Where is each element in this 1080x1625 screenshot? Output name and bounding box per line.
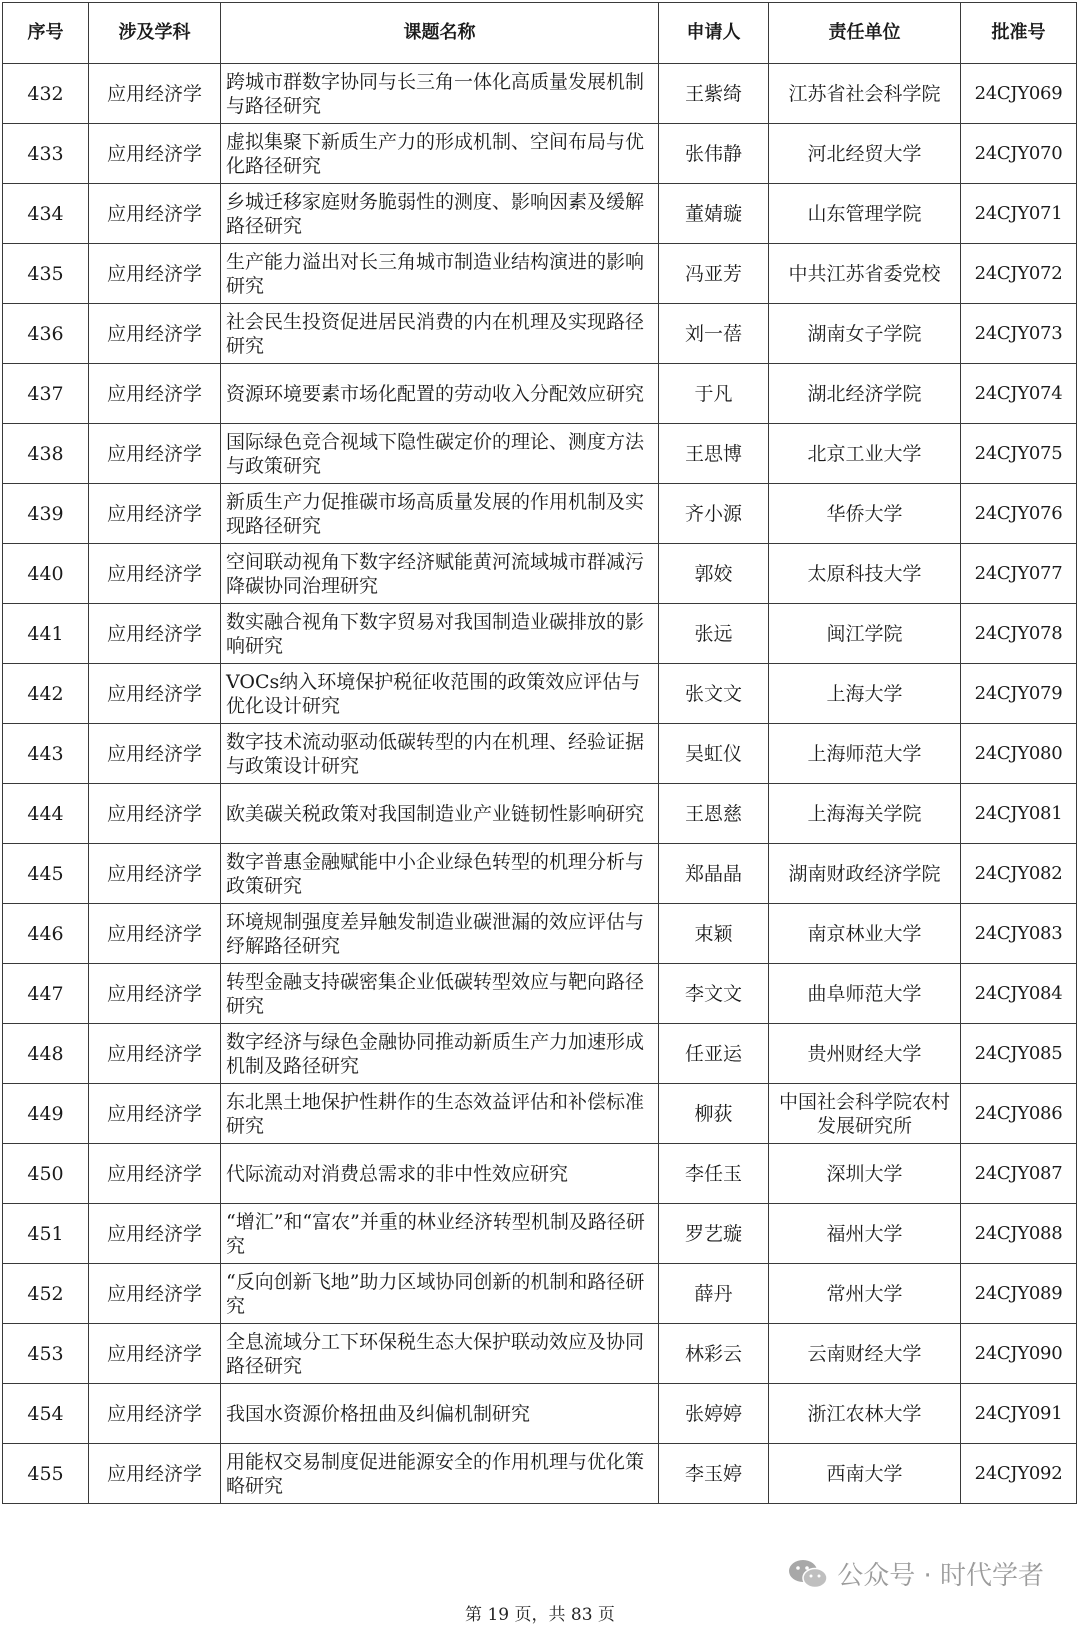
cell-no: 432 (3, 64, 89, 124)
cell-title: 转型金融支持碳密集企业低碳转型效应与靶向路径研究 (221, 964, 659, 1024)
header-subject: 涉及学科 (89, 3, 221, 64)
cell-applicant: 任亚运 (659, 1024, 769, 1084)
cell-applicant: 张婷婷 (659, 1384, 769, 1444)
cell-no: 434 (3, 184, 89, 244)
cell-approval-no: 24CJY081 (961, 784, 1077, 844)
table-row (3, 304, 1077, 364)
cell-title: 空间联动视角下数字经济赋能黄河流域城市群减污降碳协同治理研究 (221, 544, 659, 604)
cell-approval-no: 24CJY085 (961, 1024, 1077, 1084)
cell-applicant: 薛丹 (659, 1264, 769, 1324)
cell-approval-no: 24CJY084 (961, 964, 1077, 1024)
header-applicant: 申请人 (659, 3, 769, 64)
cell-unit: 上海大学 (769, 664, 961, 724)
cell-approval-no: 24CJY075 (961, 424, 1077, 484)
cell-unit: 西南大学 (769, 1444, 961, 1504)
cell-subject: 应用经济学 (89, 964, 221, 1024)
cell-unit: 云南财经大学 (769, 1324, 961, 1384)
cell-unit: 山东管理学院 (769, 184, 961, 244)
cell-applicant: 郭姣 (659, 544, 769, 604)
cell-title: 国际绿色竞合视域下隐性碳定价的理论、测度方法与政策研究 (221, 424, 659, 484)
cell-applicant: 罗艺璇 (659, 1204, 769, 1264)
cell-subject: 应用经济学 (89, 1084, 221, 1144)
cell-subject: 应用经济学 (89, 64, 221, 124)
cell-subject: 应用经济学 (89, 364, 221, 424)
cell-applicant: 李文文 (659, 964, 769, 1024)
cell-applicant: 李玉婷 (659, 1444, 769, 1504)
cell-applicant: 冯亚芳 (659, 244, 769, 304)
table-row (3, 604, 1077, 664)
cell-subject: 应用经济学 (89, 664, 221, 724)
cell-approval-no: 24CJY091 (961, 1384, 1077, 1444)
cell-applicant: 董婧璇 (659, 184, 769, 244)
cell-no: 435 (3, 244, 89, 304)
cell-unit: 湖南财政经济学院 (769, 844, 961, 904)
cell-title: 新质生产力促推碳市场高质量发展的作用机制及实现路径研究 (221, 484, 659, 544)
cell-unit: 河北经贸大学 (769, 124, 961, 184)
watermark-text: 公众号 · 时代学者 (837, 1561, 1044, 1591)
cell-no: 442 (3, 664, 89, 724)
table-row (3, 64, 1077, 124)
cell-unit: 浙江农林大学 (769, 1384, 961, 1444)
table-row (3, 664, 1077, 724)
cell-no: 447 (3, 964, 89, 1024)
cell-approval-no: 24CJY069 (961, 64, 1077, 124)
cell-title: VOCs纳入环境保护税征收范围的政策效应评估与优化设计研究 (221, 664, 659, 724)
cell-subject: 应用经济学 (89, 124, 221, 184)
cell-approval-no: 24CJY076 (961, 484, 1077, 544)
cell-no: 450 (3, 1144, 89, 1204)
table-row (3, 844, 1077, 904)
cell-title: 环境规制强度差异触发制造业碳泄漏的效应评估与纾解路径研究 (221, 904, 659, 964)
cell-title: 数字普惠金融赋能中小企业绿色转型的机理分析与政策研究 (221, 844, 659, 904)
cell-applicant: 张远 (659, 604, 769, 664)
cell-title: 社会民生投资促进居民消费的内在机理及实现路径研究 (221, 304, 659, 364)
cell-applicant: 王恩慈 (659, 784, 769, 844)
cell-subject: 应用经济学 (89, 1384, 221, 1444)
cell-no: 444 (3, 784, 89, 844)
cell-subject: 应用经济学 (89, 1264, 221, 1324)
cell-title: 生产能力溢出对长三角城市制造业结构演进的影响研究 (221, 244, 659, 304)
cell-unit: 太原科技大学 (769, 544, 961, 604)
cell-no: 455 (3, 1444, 89, 1504)
cell-subject: 应用经济学 (89, 604, 221, 664)
cell-applicant: 柳荻 (659, 1084, 769, 1144)
watermark (787, 1555, 1044, 1592)
table-body (3, 64, 1077, 1504)
table-row (3, 1444, 1077, 1504)
cell-subject: 应用经济学 (89, 244, 221, 304)
cell-applicant: 林彩云 (659, 1324, 769, 1384)
cell-approval-no: 24CJY079 (961, 664, 1077, 724)
cell-title: 代际流动对消费总需求的非中性效应研究 (221, 1144, 659, 1204)
table-row (3, 424, 1077, 484)
cell-unit: 南京林业大学 (769, 904, 961, 964)
cell-applicant: 王思博 (659, 424, 769, 484)
cell-subject: 应用经济学 (89, 1444, 221, 1504)
header-no: 序号 (3, 3, 89, 64)
cell-no: 452 (3, 1264, 89, 1324)
cell-no: 448 (3, 1024, 89, 1084)
cell-title: 欧美碳关税政策对我国制造业产业链韧性影响研究 (221, 784, 659, 844)
cell-title: 数字经济与绿色金融协同推动新质生产力加速形成机制及路径研究 (221, 1024, 659, 1084)
project-table (2, 2, 1077, 1504)
cell-no: 445 (3, 844, 89, 904)
cell-subject: 应用经济学 (89, 1144, 221, 1204)
cell-applicant: 李任玉 (659, 1144, 769, 1204)
cell-approval-no: 24CJY077 (961, 544, 1077, 604)
cell-subject: 应用经济学 (89, 304, 221, 364)
wechat-icon (787, 1557, 829, 1591)
cell-subject: 应用经济学 (89, 424, 221, 484)
cell-title: 数实融合视角下数字贸易对我国制造业碳排放的影响研究 (221, 604, 659, 664)
cell-applicant: 郑晶晶 (659, 844, 769, 904)
cell-unit: 闽江学院 (769, 604, 961, 664)
table-row (3, 484, 1077, 544)
cell-no: 449 (3, 1084, 89, 1144)
cell-unit: 上海海关学院 (769, 784, 961, 844)
cell-subject: 应用经济学 (89, 544, 221, 604)
cell-approval-no: 24CJY074 (961, 364, 1077, 424)
table-row (3, 544, 1077, 604)
header-approval-no: 批准号 (961, 3, 1077, 64)
cell-no: 441 (3, 604, 89, 664)
cell-no: 439 (3, 484, 89, 544)
table-row (3, 244, 1077, 304)
cell-unit: 湖北经济学院 (769, 364, 961, 424)
cell-no: 451 (3, 1204, 89, 1264)
table-row (3, 184, 1077, 244)
cell-applicant: 王紫绮 (659, 64, 769, 124)
cell-title: 跨城市群数字协同与长三角一体化高质量发展机制与路径研究 (221, 64, 659, 124)
table-row (3, 1324, 1077, 1384)
table-row (3, 724, 1077, 784)
cell-no: 453 (3, 1324, 89, 1384)
table-header-row (3, 3, 1077, 64)
cell-unit: 湖南女子学院 (769, 304, 961, 364)
cell-title: 东北黑土地保护性耕作的生态效益评估和补偿标准研究 (221, 1084, 659, 1144)
cell-no: 440 (3, 544, 89, 604)
cell-subject: 应用经济学 (89, 1204, 221, 1264)
cell-title: 数字技术流动驱动低碳转型的内在机理、经验证据与政策设计研究 (221, 724, 659, 784)
cell-approval-no: 24CJY087 (961, 1144, 1077, 1204)
cell-approval-no: 24CJY083 (961, 904, 1077, 964)
cell-unit: 中国社会科学院农村发展研究所 (769, 1084, 961, 1144)
table-row (3, 1024, 1077, 1084)
project-table-container (2, 2, 1076, 1504)
cell-unit: 深圳大学 (769, 1144, 961, 1204)
cell-approval-no: 24CJY078 (961, 604, 1077, 664)
cell-applicant: 于凡 (659, 364, 769, 424)
cell-title: 用能权交易制度促进能源安全的作用机理与优化策略研究 (221, 1444, 659, 1504)
table-row (3, 1084, 1077, 1144)
cell-approval-no: 24CJY073 (961, 304, 1077, 364)
cell-no: 437 (3, 364, 89, 424)
cell-applicant: 刘一蓓 (659, 304, 769, 364)
cell-title: 全息流域分工下环保税生态大保护联动效应及协同路径研究 (221, 1324, 659, 1384)
cell-applicant: 张伟静 (659, 124, 769, 184)
cell-unit: 福州大学 (769, 1204, 961, 1264)
cell-no: 436 (3, 304, 89, 364)
table-row (3, 784, 1077, 844)
table-row (3, 1264, 1077, 1324)
cell-subject: 应用经济学 (89, 1324, 221, 1384)
header-unit: 责任单位 (769, 3, 961, 64)
cell-unit: 曲阜师范大学 (769, 964, 961, 1024)
cell-title: 乡城迁移家庭财务脆弱性的测度、影响因素及缓解路径研究 (221, 184, 659, 244)
cell-approval-no: 24CJY089 (961, 1264, 1077, 1324)
cell-subject: 应用经济学 (89, 1024, 221, 1084)
cell-subject: 应用经济学 (89, 724, 221, 784)
cell-title: 虚拟集聚下新质生产力的形成机制、空间布局与优化路径研究 (221, 124, 659, 184)
cell-unit: 江苏省社会科学院 (769, 64, 961, 124)
table-row (3, 904, 1077, 964)
cell-unit: 华侨大学 (769, 484, 961, 544)
cell-approval-no: 24CJY070 (961, 124, 1077, 184)
cell-unit: 贵州财经大学 (769, 1024, 961, 1084)
cell-applicant: 束颖 (659, 904, 769, 964)
cell-subject: 应用经济学 (89, 844, 221, 904)
cell-approval-no: 24CJY090 (961, 1324, 1077, 1384)
cell-unit: 北京工业大学 (769, 424, 961, 484)
cell-title: “反向创新飞地”助力区域协同创新的机制和路径研究 (221, 1264, 659, 1324)
cell-no: 446 (3, 904, 89, 964)
table-row (3, 124, 1077, 184)
cell-title: “增汇”和“富农”并重的林业经济转型机制及路径研究 (221, 1204, 659, 1264)
cell-unit: 常州大学 (769, 1264, 961, 1324)
cell-applicant: 张文文 (659, 664, 769, 724)
table-row (3, 364, 1077, 424)
cell-approval-no: 24CJY086 (961, 1084, 1077, 1144)
cell-title: 我国水资源价格扭曲及纠偏机制研究 (221, 1384, 659, 1444)
cell-approval-no: 24CJY088 (961, 1204, 1077, 1264)
table-row (3, 1144, 1077, 1204)
table-row (3, 1204, 1077, 1264)
cell-subject: 应用经济学 (89, 904, 221, 964)
cell-approval-no: 24CJY080 (961, 724, 1077, 784)
cell-approval-no: 24CJY071 (961, 184, 1077, 244)
cell-no: 454 (3, 1384, 89, 1444)
cell-approval-no: 24CJY072 (961, 244, 1077, 304)
cell-subject: 应用经济学 (89, 184, 221, 244)
cell-unit: 上海师范大学 (769, 724, 961, 784)
table-row (3, 964, 1077, 1024)
cell-no: 433 (3, 124, 89, 184)
cell-no: 438 (3, 424, 89, 484)
cell-applicant: 齐小源 (659, 484, 769, 544)
cell-no: 443 (3, 724, 89, 784)
page-number: 第 19 页，共 83 页 (465, 1605, 615, 1625)
cell-title: 资源环境要素市场化配置的劳动收入分配效应研究 (221, 364, 659, 424)
cell-approval-no: 24CJY082 (961, 844, 1077, 904)
cell-applicant: 吴虹仪 (659, 724, 769, 784)
table-row (3, 1384, 1077, 1444)
cell-subject: 应用经济学 (89, 484, 221, 544)
cell-subject: 应用经济学 (89, 784, 221, 844)
cell-unit: 中共江苏省委党校 (769, 244, 961, 304)
header-title: 课题名称 (221, 3, 659, 64)
cell-approval-no: 24CJY092 (961, 1444, 1077, 1504)
